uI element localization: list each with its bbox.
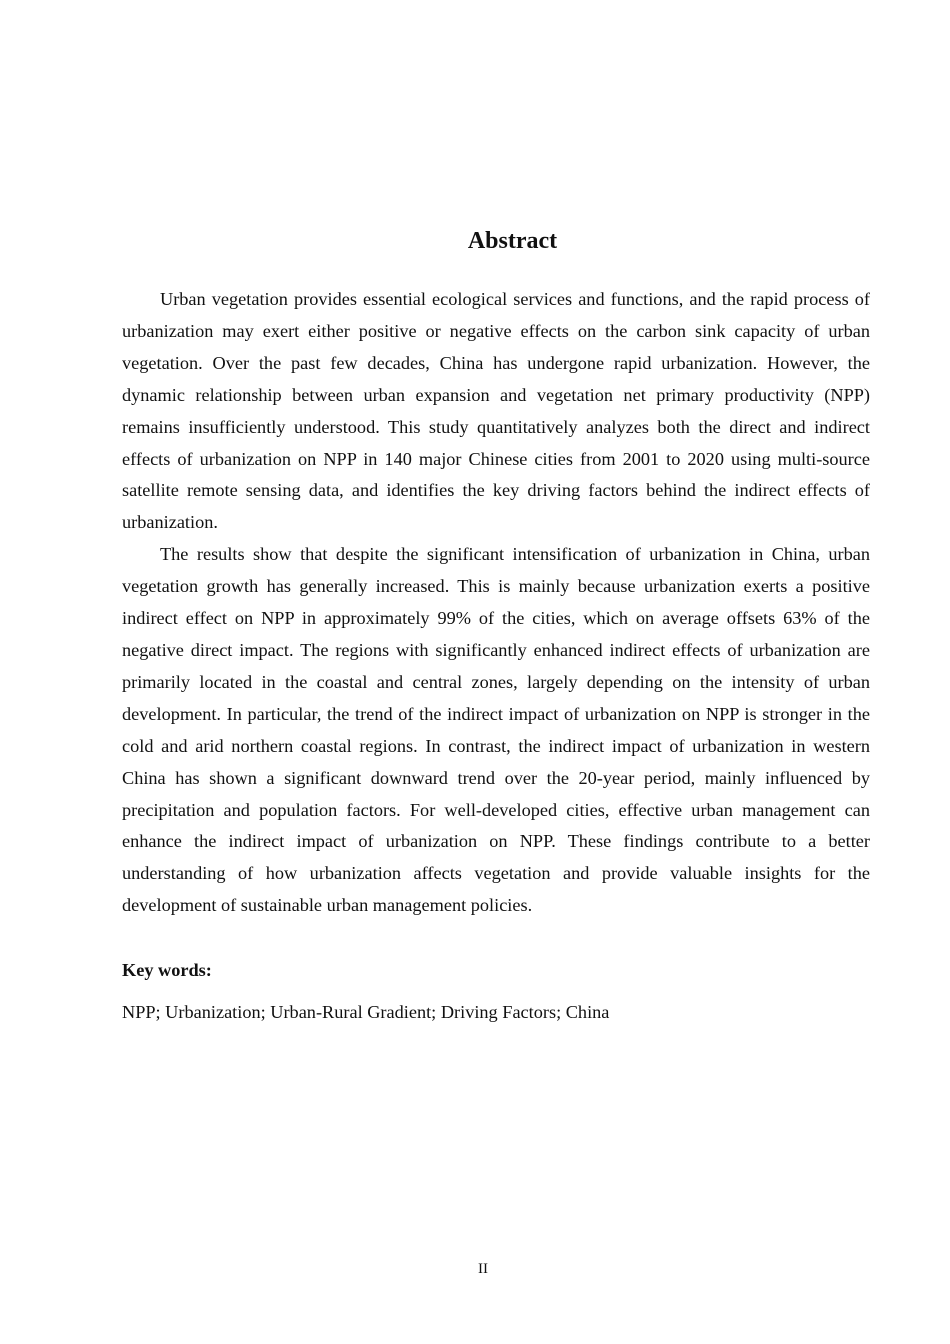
- abstract-paragraph-1: Urban vegetation provides essential ecological services and functions, and the rapid process of urbanization may exert either positive or negative effects on the carbon sink capacity of urban vegetation. Over the past few decades, China has undergone rapid urbanization. However, the dynamic relationship between urban expansion and vegetation net primary productivity (NPP) remains insufficiently understood. This study quantitatively analyzes both the direct and indirect effects of urbanization on NPP in 140 major Chinese cities from 2001 to 2020 using multi-source satellite remote sensing data, and identifies the key driving factors behind the indirect effects of urbanization.: [122, 289, 870, 533]
- keywords-label: Key words:: [122, 960, 212, 980]
- page-number: II: [478, 1261, 488, 1277]
- keywords-list: NPP; Urbanization; Urban-Rural Gradient; Driving Factors; China: [122, 1002, 610, 1022]
- page-title: Abstract: [467, 228, 558, 254]
- abstract-body: [122, 284, 870, 922]
- abstract-paragraph-2: The results show that despite the significant intensification of urbanization in China, urban vegetation growth has generally increased. This is mainly because urbanization exerts a positive indirect effect on NPP in approximately 99% of the cities, which on average offsets 63% of the negative direct impact. The regions with significantly enhanced indirect effects of urbanization are primarily located in the coastal and central zones, largely depending on the intensity of urban development. In particular, the trend of the indirect impact of urbanization on NPP is stronger in the cold and arid northern coastal regions. In contrast, the indirect impact of urbanization in western China has shown a significant downward trend over the 20-year period, mainly influenced by precipitation and population factors. For well-developed cities, effective urban management can enhance the indirect impact of urbanization on NPP. These findings contribute to a better understanding of how urbanization affects vegetation and provide valuable insights for the development of sustainable urban management policies.: [122, 544, 870, 916]
